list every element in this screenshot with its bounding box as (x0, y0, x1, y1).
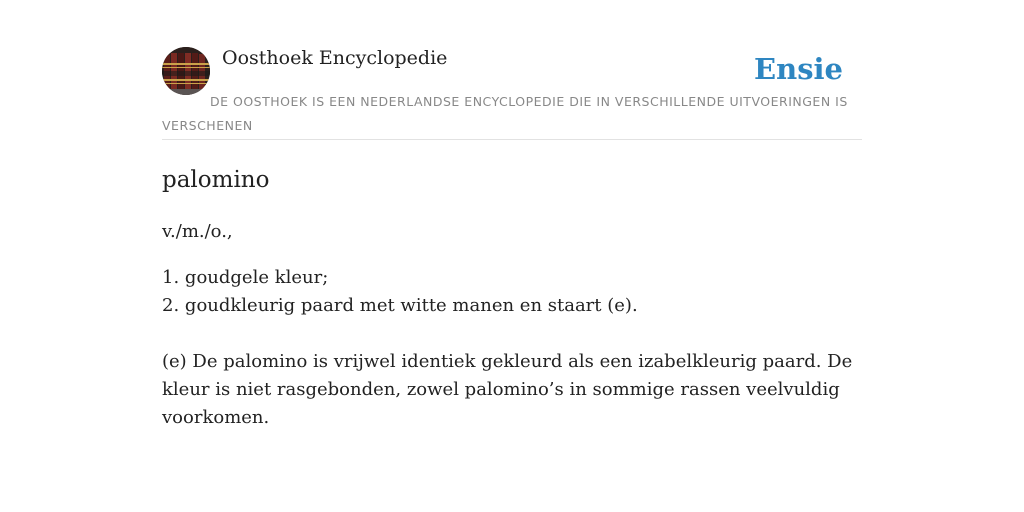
source-title[interactable]: Oosthoek Encyclopedie (222, 47, 448, 69)
sense-text: goudgele kleur; (184, 267, 329, 288)
sense-text: goudkleurig paard met witte manen en staart (e). (184, 295, 638, 316)
page-container (162, 46, 862, 432)
sense-list (162, 264, 862, 320)
ensie-logo[interactable]: Ensie (754, 52, 843, 86)
encyclopedia-books-icon[interactable] (162, 47, 210, 95)
sense-item (162, 264, 862, 292)
grammar-label: v./m./o., (162, 221, 233, 242)
entry-headword: palomino (162, 167, 270, 193)
sense-number: 2. (162, 295, 180, 316)
entry-note: (e) De palomino is vrijwel identiek gekleurd als een izabelkleurig paard. De kleur is niet rasgebonden, zowel palomino’s in sommige rassen veelvuldig voorkomen. (162, 351, 853, 428)
sense-number: 1. (162, 267, 180, 288)
sense-item (162, 292, 862, 320)
entry-header (162, 46, 862, 140)
source-tagline: DE OOSTHOEK IS EEN NEDERLANDSE ENCYCLOPEDIE DIE IN VERSCHILLENDE UITVOERINGEN IS VERSCHENEN (162, 94, 848, 133)
